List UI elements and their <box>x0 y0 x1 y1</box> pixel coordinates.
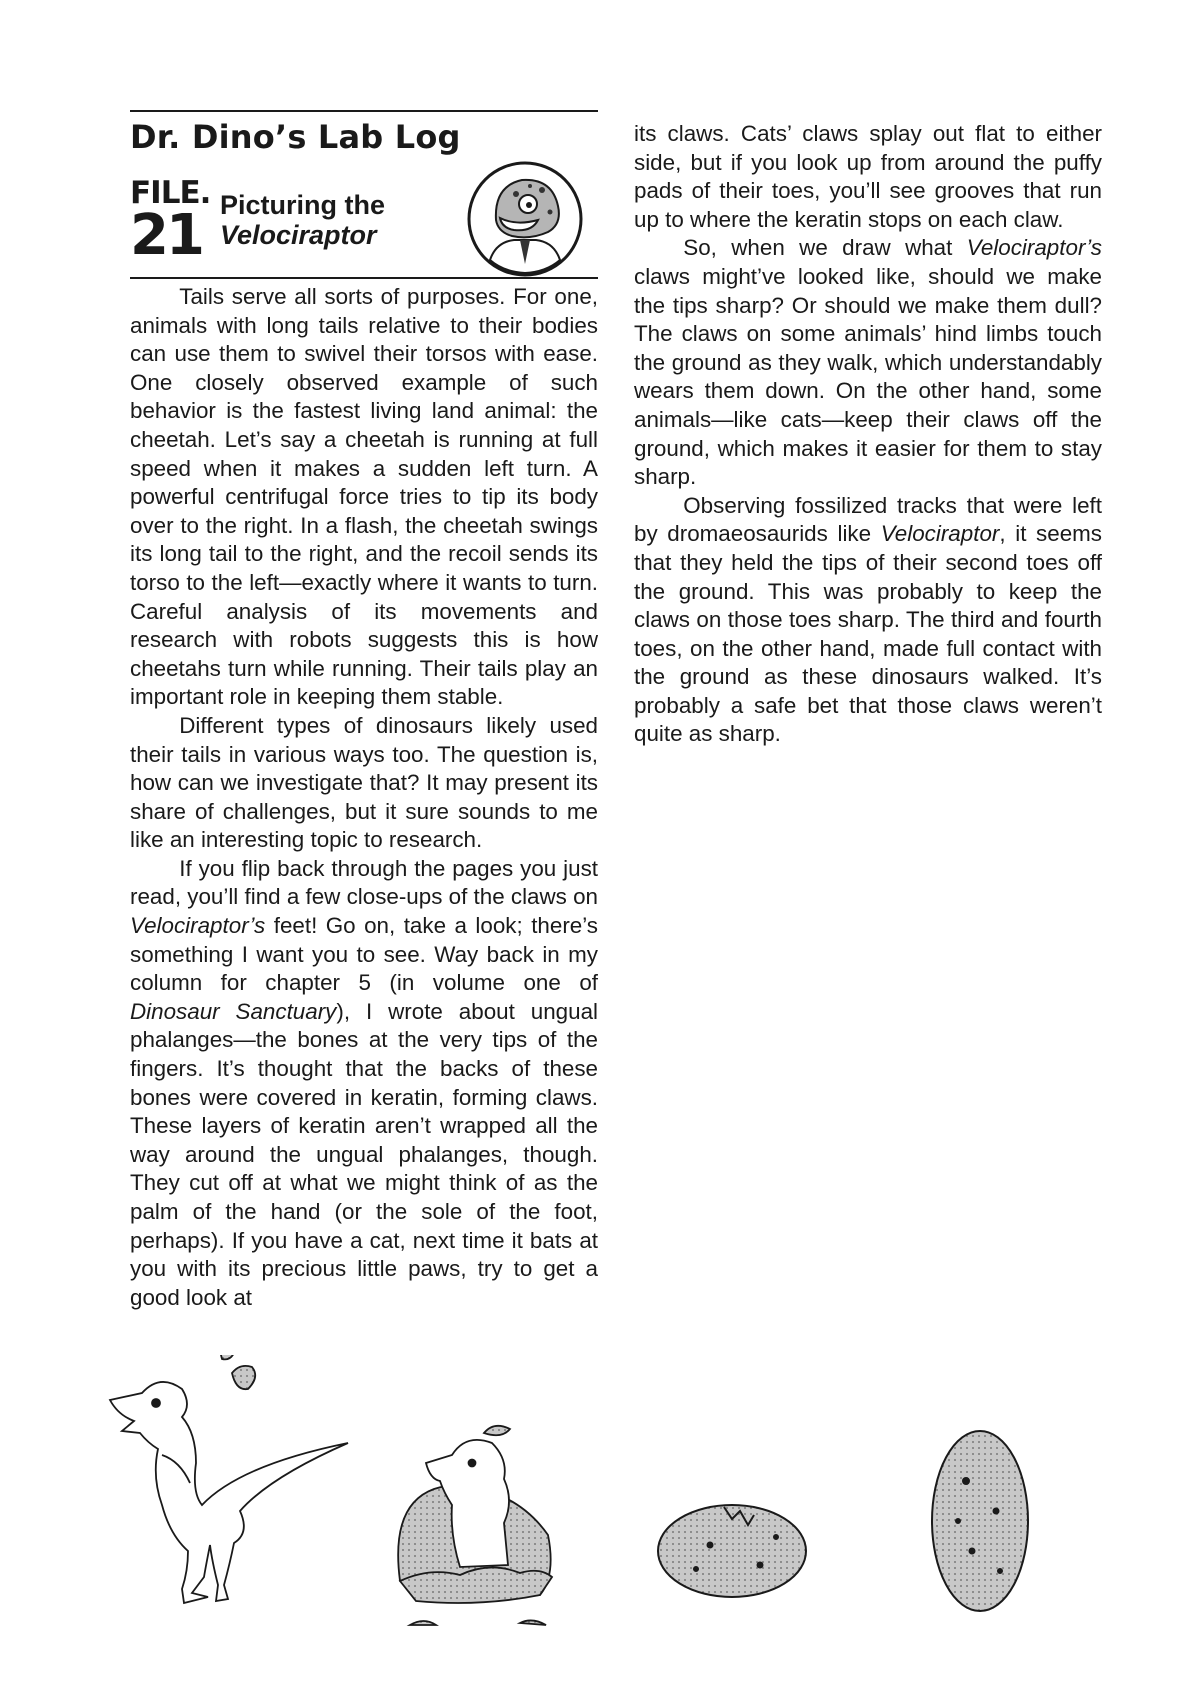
text-run: If you flip back through the pages you just read, you’ll find a few close-ups of the claws on <box>130 855 598 910</box>
italic-run: Dinosaur Sanctuary <box>130 998 337 1024</box>
left-column <box>130 283 598 1312</box>
right-paragraph-3 <box>634 492 1102 749</box>
column-title: Dr. Dino’s Lab Log <box>130 118 461 156</box>
cracked-egg-icon <box>658 1505 806 1597</box>
italic-run: Velociraptor’s <box>130 913 266 939</box>
dr-dino-avatar-icon <box>466 160 584 278</box>
file-title-line2: Velociraptor <box>220 220 377 250</box>
right-column <box>634 120 1102 749</box>
velociraptor-chick-icon <box>110 1355 348 1603</box>
text-run: feet! Go on, take a look; there’s something I want you to see. Way back in my column for chapter 5 (in volume one of <box>130 913 598 996</box>
file-title <box>220 190 385 250</box>
file-title-line1: Picturing the <box>220 190 386 220</box>
text-run: ), I wrote about ungual phalanges—the bones at the very tips of the fingers. It’s thought that the backs of these bones were covered in keratin, forming claws. These layers of keratin aren’t wrapped all the way around the ungual phalanges, though. They cut off at what we might think of as the palm of the hand (or the sole of the foot, perhaps). If you have a cat, next time it bats at you with its precious little paws, try to get a good look at <box>130 998 598 1310</box>
right-paragraph-2 <box>634 234 1102 491</box>
right-paragraph-1: its claws. Cats’ claws splay out flat to either side, but if you look up from around the puffy pads of their toes, you’ll see grooves that run up to where the keratin stops on each claw. <box>634 121 1102 232</box>
upright-egg-icon <box>932 1431 1028 1611</box>
header-top-rule <box>130 110 598 112</box>
left-paragraph-3 <box>130 855 598 1313</box>
hatching-chick-icon <box>398 1426 552 1625</box>
header-bottom-rule <box>130 277 598 279</box>
file-number: 21 <box>130 203 202 268</box>
text-run: Observing fossilized tracks that were left by dromaeosaurids like <box>634 492 1102 547</box>
left-paragraph-1: Tails serve all sorts of purposes. For one, animals with long tails relative to their bodies can use them to swivel their torsos with ease. One closely observed example of such behavior is the fastest living land animal: the cheetah. Let’s say a cheetah is running at full speed when it makes a sudden left turn. A powerful centrifugal force tries to tip its body over to the right. In a flash, the cheetah swings its long tail to the right, and the recoil sends its torso to the left—exactly where it wants to turn. Careful analysis of its movements and research with robots suggests this is how cheetahs turn while running. Their tails play an important role in keeping them stable. <box>130 284 598 710</box>
italic-run: Velociraptor <box>880 521 1000 547</box>
italic-run: Velociraptor’s <box>966 235 1102 261</box>
text-run: claws might’ve looked like, should we make the tips sharp? Or should we make them dull? The claws on some animals’ hind limbs touch the ground as they walk, which understandably wears them down. On the other hand, some animals—like cats—keep their claws off the ground, which makes it easier for them to stay sharp. <box>634 263 1102 490</box>
file-label: FILE. <box>130 175 211 211</box>
illustration-strip <box>100 1355 1100 1655</box>
left-paragraph-2: Different types of dinosaurs likely used their tails in various ways too. The question is, how can we investigate that? It may present its share of challenges, but it sure sounds to me like an interesting topic to research. <box>130 712 598 853</box>
text-run: So, when we draw what <box>683 235 967 261</box>
text-run: , it seems that they held the tips of their second toes off the ground. This was probably to keep the claws on those toes sharp. The third and fourth toes, on the other hand, made full contact with the ground as these dinosaurs walked. It’s probably a safe bet that those claws weren’t quite as sharp. <box>634 521 1102 747</box>
